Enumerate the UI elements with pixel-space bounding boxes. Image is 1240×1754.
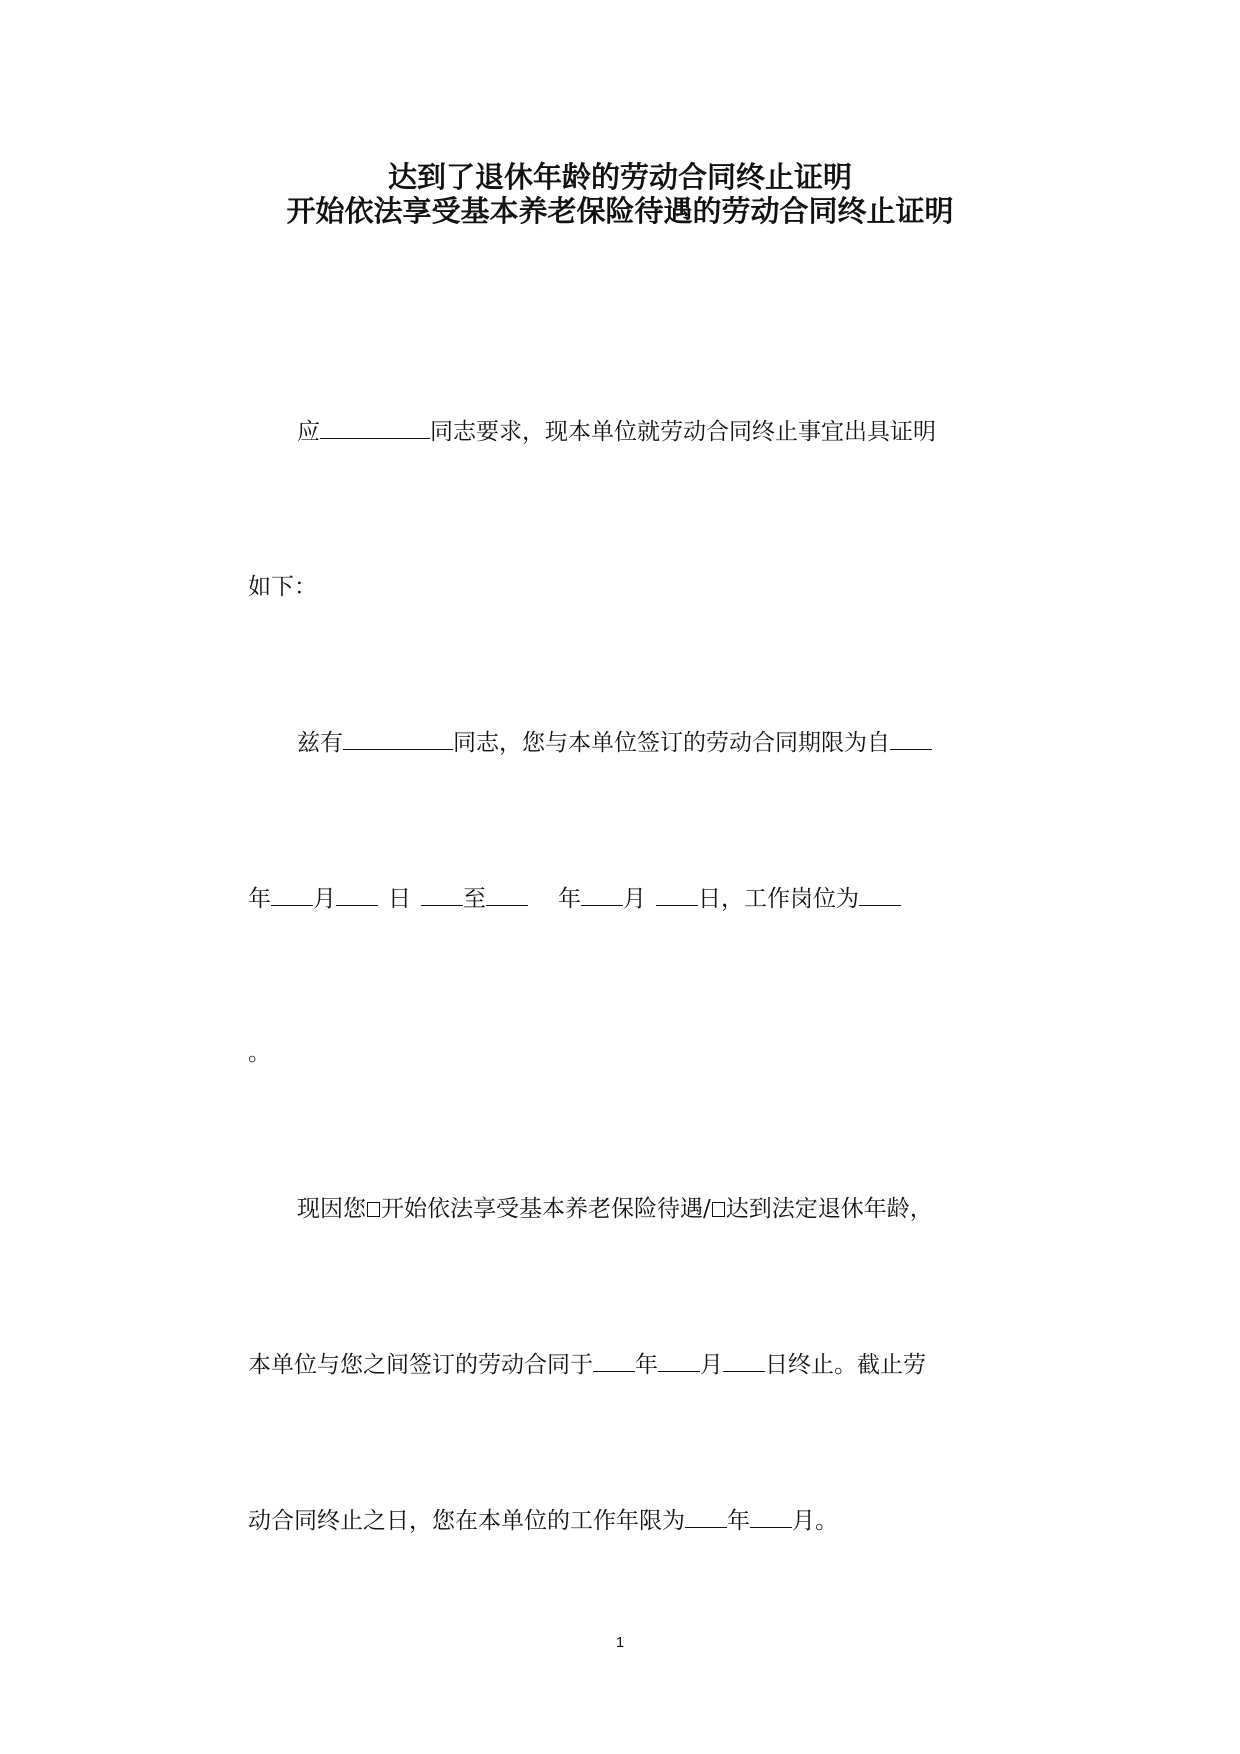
- paragraph-termination-line-1: [297, 1194, 933, 1224]
- termination-day-blank[interactable]: [723, 1349, 765, 1372]
- name-blank[interactable]: [320, 416, 430, 439]
- text-segment: 日终止。截止劳: [765, 1352, 926, 1378]
- end-year-prefix-blank[interactable]: [421, 883, 463, 906]
- text-segment: 动合同终止之日，您在本单位的工作年限为: [248, 1508, 685, 1534]
- start-month-blank[interactable]: [271, 883, 313, 906]
- paragraph-contract-line-3: [248, 1038, 271, 1068]
- termination-year-blank[interactable]: [593, 1349, 635, 1372]
- text-segment: 日，工作岗位为: [698, 886, 859, 912]
- text-segment: 至: [463, 886, 486, 912]
- text-segment: 本单位与您之间签订的劳动合同于: [248, 1352, 593, 1378]
- text-segment: 月: [700, 1352, 723, 1378]
- start-year-blank[interactable]: [890, 727, 932, 750]
- paragraph-contract-line-1: [297, 727, 932, 758]
- end-month-blank[interactable]: [581, 883, 623, 906]
- text-segment: 年: [727, 1508, 750, 1534]
- paragraph-request-line-1: [297, 416, 936, 447]
- name-blank[interactable]: [343, 727, 453, 750]
- text-segment: 开始依法享受基本养老保险待遇/: [381, 1196, 711, 1222]
- text-segment: 应: [297, 419, 320, 445]
- termination-month-blank[interactable]: [658, 1349, 700, 1372]
- paragraph-termination-line-3: [248, 1505, 838, 1536]
- text-segment: 同志要求，现本单位就劳动合同终止事宜出具证明: [430, 419, 936, 445]
- paragraph-contract-line-2: [248, 883, 901, 914]
- page-number: 1: [615, 1634, 625, 1651]
- text-segment: 年: [248, 886, 271, 912]
- service-years-blank[interactable]: [685, 1505, 727, 1528]
- text-segment: 月: [313, 886, 336, 912]
- start-day-blank[interactable]: [336, 883, 378, 906]
- text-segment: 达到法定退休年龄，: [725, 1196, 933, 1222]
- text-segment: 日: [388, 886, 411, 912]
- document-title-line-2: 开始依法享受基本养老保险待遇的劳动合同终止证明: [286, 194, 954, 228]
- text-segment: 兹有: [297, 730, 343, 756]
- document-title-line-1: 达到了退休年龄的劳动合同终止证明: [387, 160, 852, 194]
- pension-checkbox[interactable]: [367, 1202, 380, 1217]
- text-segment: 月: [623, 886, 646, 912]
- service-months-blank[interactable]: [750, 1505, 792, 1528]
- job-position-blank[interactable]: [859, 883, 901, 906]
- paragraph-termination-line-2: [248, 1349, 926, 1380]
- text-segment: 月。: [792, 1508, 838, 1534]
- text-segment: 现因您: [297, 1196, 366, 1222]
- text-segment: 如下：: [248, 574, 317, 600]
- text-segment: 同志，您与本单位签订的劳动合同期限为自: [453, 730, 890, 756]
- paragraph-request-line-2: [248, 572, 317, 602]
- end-year-blank[interactable]: [486, 883, 528, 906]
- end-day-blank[interactable]: [656, 883, 698, 906]
- retirement-age-checkbox[interactable]: [712, 1202, 725, 1217]
- text-segment: 年: [558, 886, 581, 912]
- text-segment: 。: [248, 1040, 271, 1066]
- text-segment: 年: [635, 1352, 658, 1378]
